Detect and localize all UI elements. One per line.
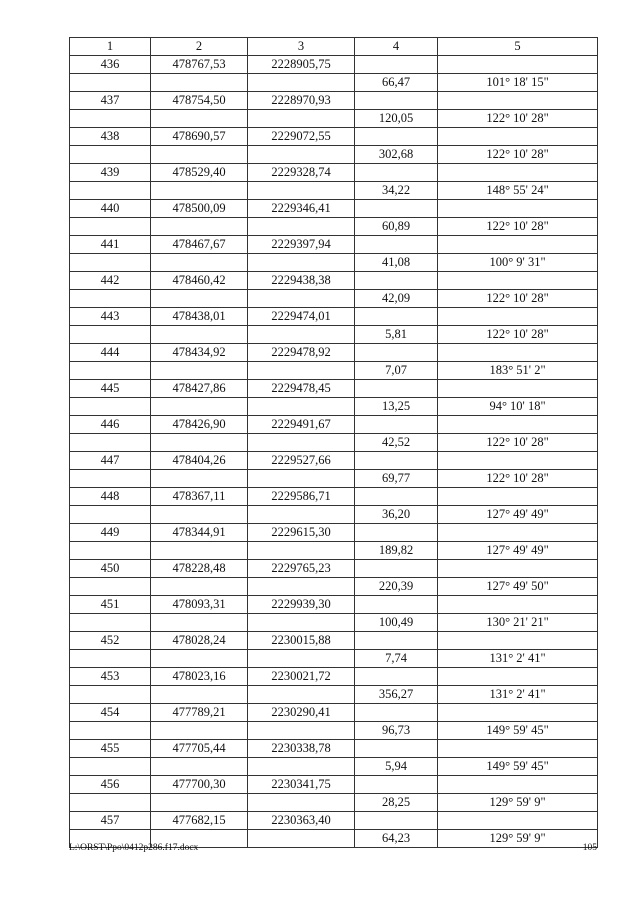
bearing-cell: 122° 10' 28" <box>438 434 598 452</box>
distance-cell: 69,77 <box>355 470 438 488</box>
table-row <box>70 650 598 668</box>
x-coordinate-cell: 477705,44 <box>151 740 248 758</box>
table-row <box>70 344 598 362</box>
distance-cell <box>355 92 438 110</box>
distance-cell: 356,27 <box>355 686 438 704</box>
table-row <box>70 290 598 308</box>
distance-cell: 60,89 <box>355 218 438 236</box>
table-row <box>70 128 598 146</box>
x-coordinate-cell: 478427,86 <box>151 380 248 398</box>
distance-cell <box>355 596 438 614</box>
point-number-cell: 454 <box>70 704 151 722</box>
bearing-cell <box>438 308 598 326</box>
table-row <box>70 488 598 506</box>
x-coordinate-cell: 478434,92 <box>151 344 248 362</box>
bearing-cell <box>438 668 598 686</box>
x-coordinate-cell: 478228,48 <box>151 560 248 578</box>
bearing-cell: 148° 55' 24" <box>438 182 598 200</box>
distance-cell: 28,25 <box>355 794 438 812</box>
bearing-cell: 122° 10' 28" <box>438 146 598 164</box>
point-number-cell: 437 <box>70 92 151 110</box>
y-coordinate-cell <box>248 686 355 704</box>
point-number-cell: 443 <box>70 308 151 326</box>
distance-cell <box>355 200 438 218</box>
point-number-cell <box>70 74 151 92</box>
bearing-cell <box>438 632 598 650</box>
distance-cell <box>355 128 438 146</box>
x-coordinate-cell <box>151 326 248 344</box>
y-coordinate-cell: 2229527,66 <box>248 452 355 470</box>
bearing-cell: 127° 49' 49" <box>438 542 598 560</box>
distance-cell: 96,73 <box>355 722 438 740</box>
bearing-cell <box>438 128 598 146</box>
y-coordinate-cell: 2229328,74 <box>248 164 355 182</box>
y-coordinate-cell <box>248 74 355 92</box>
x-coordinate-cell: 478754,50 <box>151 92 248 110</box>
table-row <box>70 308 598 326</box>
y-coordinate-cell: 2228970,93 <box>248 92 355 110</box>
bearing-cell: 127° 49' 50" <box>438 578 598 596</box>
point-number-cell <box>70 794 151 812</box>
y-coordinate-cell <box>248 254 355 272</box>
y-coordinate-cell <box>248 218 355 236</box>
point-number-cell <box>70 686 151 704</box>
point-number-cell <box>70 110 151 128</box>
y-coordinate-cell: 2230363,40 <box>248 812 355 830</box>
page-number: 105 <box>582 843 597 853</box>
bearing-cell: 122° 10' 28" <box>438 110 598 128</box>
point-number-cell <box>70 254 151 272</box>
table-row <box>70 164 598 182</box>
table-row <box>70 362 598 380</box>
table-row <box>70 380 598 398</box>
table-row <box>70 110 598 128</box>
distance-cell <box>355 668 438 686</box>
bearing-cell <box>438 200 598 218</box>
x-coordinate-cell <box>151 506 248 524</box>
x-coordinate-cell: 477682,15 <box>151 812 248 830</box>
x-coordinate-cell: 478367,11 <box>151 488 248 506</box>
point-number-cell: 455 <box>70 740 151 758</box>
point-number-cell: 442 <box>70 272 151 290</box>
x-coordinate-cell <box>151 542 248 560</box>
column-header: 4 <box>355 38 438 56</box>
table-row <box>70 596 598 614</box>
distance-cell: 42,52 <box>355 434 438 452</box>
distance-cell <box>355 704 438 722</box>
distance-cell: 7,74 <box>355 650 438 668</box>
distance-cell <box>355 740 438 758</box>
point-number-cell <box>70 326 151 344</box>
table-row <box>70 470 598 488</box>
y-coordinate-cell <box>248 398 355 416</box>
table-row <box>70 434 598 452</box>
bearing-cell: 122° 10' 28" <box>438 470 598 488</box>
y-coordinate-cell <box>248 506 355 524</box>
bearing-cell: 122° 10' 28" <box>438 290 598 308</box>
bearing-cell: 122° 10' 28" <box>438 218 598 236</box>
point-number-cell <box>70 398 151 416</box>
table-row <box>70 560 598 578</box>
distance-cell: 34,22 <box>355 182 438 200</box>
x-coordinate-cell: 478426,90 <box>151 416 248 434</box>
distance-cell: 36,20 <box>355 506 438 524</box>
table-row <box>70 632 598 650</box>
bearing-cell: 183° 51' 2" <box>438 362 598 380</box>
y-coordinate-cell: 2229072,55 <box>248 128 355 146</box>
distance-cell <box>355 164 438 182</box>
y-coordinate-cell: 2230338,78 <box>248 740 355 758</box>
point-number-cell: 452 <box>70 632 151 650</box>
y-coordinate-cell: 2228905,75 <box>248 56 355 74</box>
distance-cell <box>355 776 438 794</box>
x-coordinate-cell <box>151 614 248 632</box>
x-coordinate-cell <box>151 650 248 668</box>
bearing-cell <box>438 236 598 254</box>
point-number-cell: 445 <box>70 380 151 398</box>
bearing-cell: 129° 59' 9" <box>438 830 598 848</box>
table-body <box>70 56 598 848</box>
point-number-cell: 456 <box>70 776 151 794</box>
x-coordinate-cell: 478529,40 <box>151 164 248 182</box>
table-row <box>70 218 598 236</box>
bearing-cell: 94° 10' 18" <box>438 398 598 416</box>
table-row <box>70 236 598 254</box>
distance-cell <box>355 632 438 650</box>
table-row <box>70 416 598 434</box>
y-coordinate-cell: 2229615,30 <box>248 524 355 542</box>
column-header: 3 <box>248 38 355 56</box>
column-header: 5 <box>438 38 598 56</box>
y-coordinate-cell <box>248 794 355 812</box>
table-row <box>70 686 598 704</box>
x-coordinate-cell: 478404,26 <box>151 452 248 470</box>
distance-cell: 66,47 <box>355 74 438 92</box>
distance-cell <box>355 452 438 470</box>
table-row <box>70 92 598 110</box>
point-number-cell <box>70 362 151 380</box>
point-number-cell: 457 <box>70 812 151 830</box>
table-row <box>70 578 598 596</box>
x-coordinate-cell: 478028,24 <box>151 632 248 650</box>
y-coordinate-cell: 2229939,30 <box>248 596 355 614</box>
point-number-cell <box>70 542 151 560</box>
table-row <box>70 272 598 290</box>
y-coordinate-cell <box>248 830 355 848</box>
table-row <box>70 200 598 218</box>
x-coordinate-cell <box>151 182 248 200</box>
table-row <box>70 398 598 416</box>
table-row <box>70 776 598 794</box>
point-number-cell: 439 <box>70 164 151 182</box>
y-coordinate-cell: 2229491,67 <box>248 416 355 434</box>
bearing-cell: 149° 59' 45" <box>438 722 598 740</box>
table-row <box>70 542 598 560</box>
bearing-cell: 122° 10' 28" <box>438 326 598 344</box>
y-coordinate-cell <box>248 650 355 668</box>
table-row <box>70 722 598 740</box>
y-coordinate-cell: 2229478,45 <box>248 380 355 398</box>
y-coordinate-cell <box>248 758 355 776</box>
y-coordinate-cell: 2229346,41 <box>248 200 355 218</box>
x-coordinate-cell: 478500,09 <box>151 200 248 218</box>
distance-cell: 189,82 <box>355 542 438 560</box>
y-coordinate-cell: 2229438,38 <box>248 272 355 290</box>
distance-cell: 5,94 <box>355 758 438 776</box>
x-coordinate-cell <box>151 254 248 272</box>
distance-cell <box>355 344 438 362</box>
y-coordinate-cell: 2230290,41 <box>248 704 355 722</box>
point-number-cell <box>70 290 151 308</box>
x-coordinate-cell <box>151 74 248 92</box>
x-coordinate-cell <box>151 434 248 452</box>
point-number-cell: 444 <box>70 344 151 362</box>
point-number-cell: 449 <box>70 524 151 542</box>
x-coordinate-cell <box>151 578 248 596</box>
coordinates-table <box>69 37 598 848</box>
table-row <box>70 758 598 776</box>
bearing-cell: 127° 49' 49" <box>438 506 598 524</box>
table-row <box>70 326 598 344</box>
point-number-cell <box>70 470 151 488</box>
y-coordinate-cell: 2230341,75 <box>248 776 355 794</box>
bearing-cell: 129° 59' 9" <box>438 794 598 812</box>
bearing-cell <box>438 92 598 110</box>
table-row <box>70 794 598 812</box>
point-number-cell <box>70 506 151 524</box>
bearing-cell <box>438 524 598 542</box>
point-number-cell: 436 <box>70 56 151 74</box>
column-header: 1 <box>70 38 151 56</box>
y-coordinate-cell <box>248 614 355 632</box>
distance-cell: 100,49 <box>355 614 438 632</box>
x-coordinate-cell: 478460,42 <box>151 272 248 290</box>
table-row <box>70 740 598 758</box>
y-coordinate-cell <box>248 578 355 596</box>
bearing-cell: 101° 18' 15" <box>438 74 598 92</box>
distance-cell: 220,39 <box>355 578 438 596</box>
distance-cell: 41,08 <box>355 254 438 272</box>
table-row <box>70 506 598 524</box>
bearing-cell: 131° 2' 41" <box>438 650 598 668</box>
table-row <box>70 812 598 830</box>
bearing-cell <box>438 416 598 434</box>
point-number-cell: 441 <box>70 236 151 254</box>
y-coordinate-cell: 2229478,92 <box>248 344 355 362</box>
y-coordinate-cell: 2229765,23 <box>248 560 355 578</box>
y-coordinate-cell <box>248 326 355 344</box>
table-header-row <box>70 38 598 56</box>
distance-cell <box>355 380 438 398</box>
table-row <box>70 614 598 632</box>
bearing-cell <box>438 740 598 758</box>
distance-cell: 120,05 <box>355 110 438 128</box>
point-number-cell <box>70 650 151 668</box>
x-coordinate-cell <box>151 470 248 488</box>
distance-cell: 42,09 <box>355 290 438 308</box>
point-number-cell: 448 <box>70 488 151 506</box>
bearing-cell: 149° 59' 45" <box>438 758 598 776</box>
y-coordinate-cell <box>248 146 355 164</box>
point-number-cell: 447 <box>70 452 151 470</box>
bearing-cell <box>438 380 598 398</box>
y-coordinate-cell: 2229397,94 <box>248 236 355 254</box>
x-coordinate-cell: 478767,53 <box>151 56 248 74</box>
x-coordinate-cell: 478438,01 <box>151 308 248 326</box>
x-coordinate-cell: 477789,21 <box>151 704 248 722</box>
bearing-cell <box>438 164 598 182</box>
distance-cell <box>355 488 438 506</box>
point-number-cell <box>70 434 151 452</box>
table-row <box>70 452 598 470</box>
point-number-cell: 450 <box>70 560 151 578</box>
x-coordinate-cell <box>151 110 248 128</box>
bearing-cell: 131° 2' 41" <box>438 686 598 704</box>
x-coordinate-cell <box>151 362 248 380</box>
distance-cell <box>355 272 438 290</box>
y-coordinate-cell: 2230015,88 <box>248 632 355 650</box>
table-row <box>70 668 598 686</box>
bearing-cell <box>438 452 598 470</box>
bearing-cell <box>438 56 598 74</box>
distance-cell <box>355 236 438 254</box>
point-number-cell <box>70 218 151 236</box>
y-coordinate-cell <box>248 290 355 308</box>
x-coordinate-cell: 478023,16 <box>151 668 248 686</box>
table-header <box>70 38 598 56</box>
point-number-cell <box>70 722 151 740</box>
table-row <box>70 524 598 542</box>
point-number-cell <box>70 578 151 596</box>
y-coordinate-cell: 2229474,01 <box>248 308 355 326</box>
table-row <box>70 56 598 74</box>
bearing-cell <box>438 272 598 290</box>
y-coordinate-cell <box>248 722 355 740</box>
bearing-cell <box>438 704 598 722</box>
bearing-cell: 130° 21' 21" <box>438 614 598 632</box>
distance-cell: 13,25 <box>355 398 438 416</box>
distance-cell <box>355 56 438 74</box>
x-coordinate-cell: 478093,31 <box>151 596 248 614</box>
table-row <box>70 182 598 200</box>
column-header: 2 <box>151 38 248 56</box>
x-coordinate-cell <box>151 146 248 164</box>
y-coordinate-cell: 2229586,71 <box>248 488 355 506</box>
x-coordinate-cell <box>151 722 248 740</box>
point-number-cell <box>70 758 151 776</box>
table-row <box>70 254 598 272</box>
point-number-cell: 440 <box>70 200 151 218</box>
y-coordinate-cell <box>248 542 355 560</box>
point-number-cell <box>70 182 151 200</box>
y-coordinate-cell <box>248 362 355 380</box>
point-number-cell: 446 <box>70 416 151 434</box>
point-number-cell: 453 <box>70 668 151 686</box>
bearing-cell <box>438 344 598 362</box>
file-path: L:\ORST\Ppo\0412p286.f17.docx <box>69 843 199 853</box>
point-number-cell <box>70 614 151 632</box>
table-row <box>70 704 598 722</box>
y-coordinate-cell <box>248 182 355 200</box>
distance-cell: 64,23 <box>355 830 438 848</box>
y-coordinate-cell <box>248 434 355 452</box>
x-coordinate-cell <box>151 290 248 308</box>
table-row <box>70 146 598 164</box>
y-coordinate-cell: 2230021,72 <box>248 668 355 686</box>
bearing-cell <box>438 560 598 578</box>
distance-cell: 7,07 <box>355 362 438 380</box>
x-coordinate-cell: 477700,30 <box>151 776 248 794</box>
point-number-cell <box>70 146 151 164</box>
distance-cell <box>355 812 438 830</box>
x-coordinate-cell: 478467,67 <box>151 236 248 254</box>
x-coordinate-cell <box>151 398 248 416</box>
bearing-cell: 100° 9' 31" <box>438 254 598 272</box>
x-coordinate-cell <box>151 218 248 236</box>
distance-cell: 5,81 <box>355 326 438 344</box>
x-coordinate-cell <box>151 758 248 776</box>
distance-cell <box>355 560 438 578</box>
x-coordinate-cell <box>151 686 248 704</box>
distance-cell: 302,68 <box>355 146 438 164</box>
bearing-cell <box>438 596 598 614</box>
distance-cell <box>355 308 438 326</box>
distance-cell <box>355 524 438 542</box>
point-number-cell: 451 <box>70 596 151 614</box>
x-coordinate-cell: 478690,57 <box>151 128 248 146</box>
bearing-cell <box>438 776 598 794</box>
point-number-cell: 438 <box>70 128 151 146</box>
table-row <box>70 74 598 92</box>
bearing-cell <box>438 488 598 506</box>
x-coordinate-cell <box>151 794 248 812</box>
x-coordinate-cell: 478344,91 <box>151 524 248 542</box>
y-coordinate-cell <box>248 110 355 128</box>
distance-cell <box>355 416 438 434</box>
bearing-cell <box>438 812 598 830</box>
y-coordinate-cell <box>248 470 355 488</box>
